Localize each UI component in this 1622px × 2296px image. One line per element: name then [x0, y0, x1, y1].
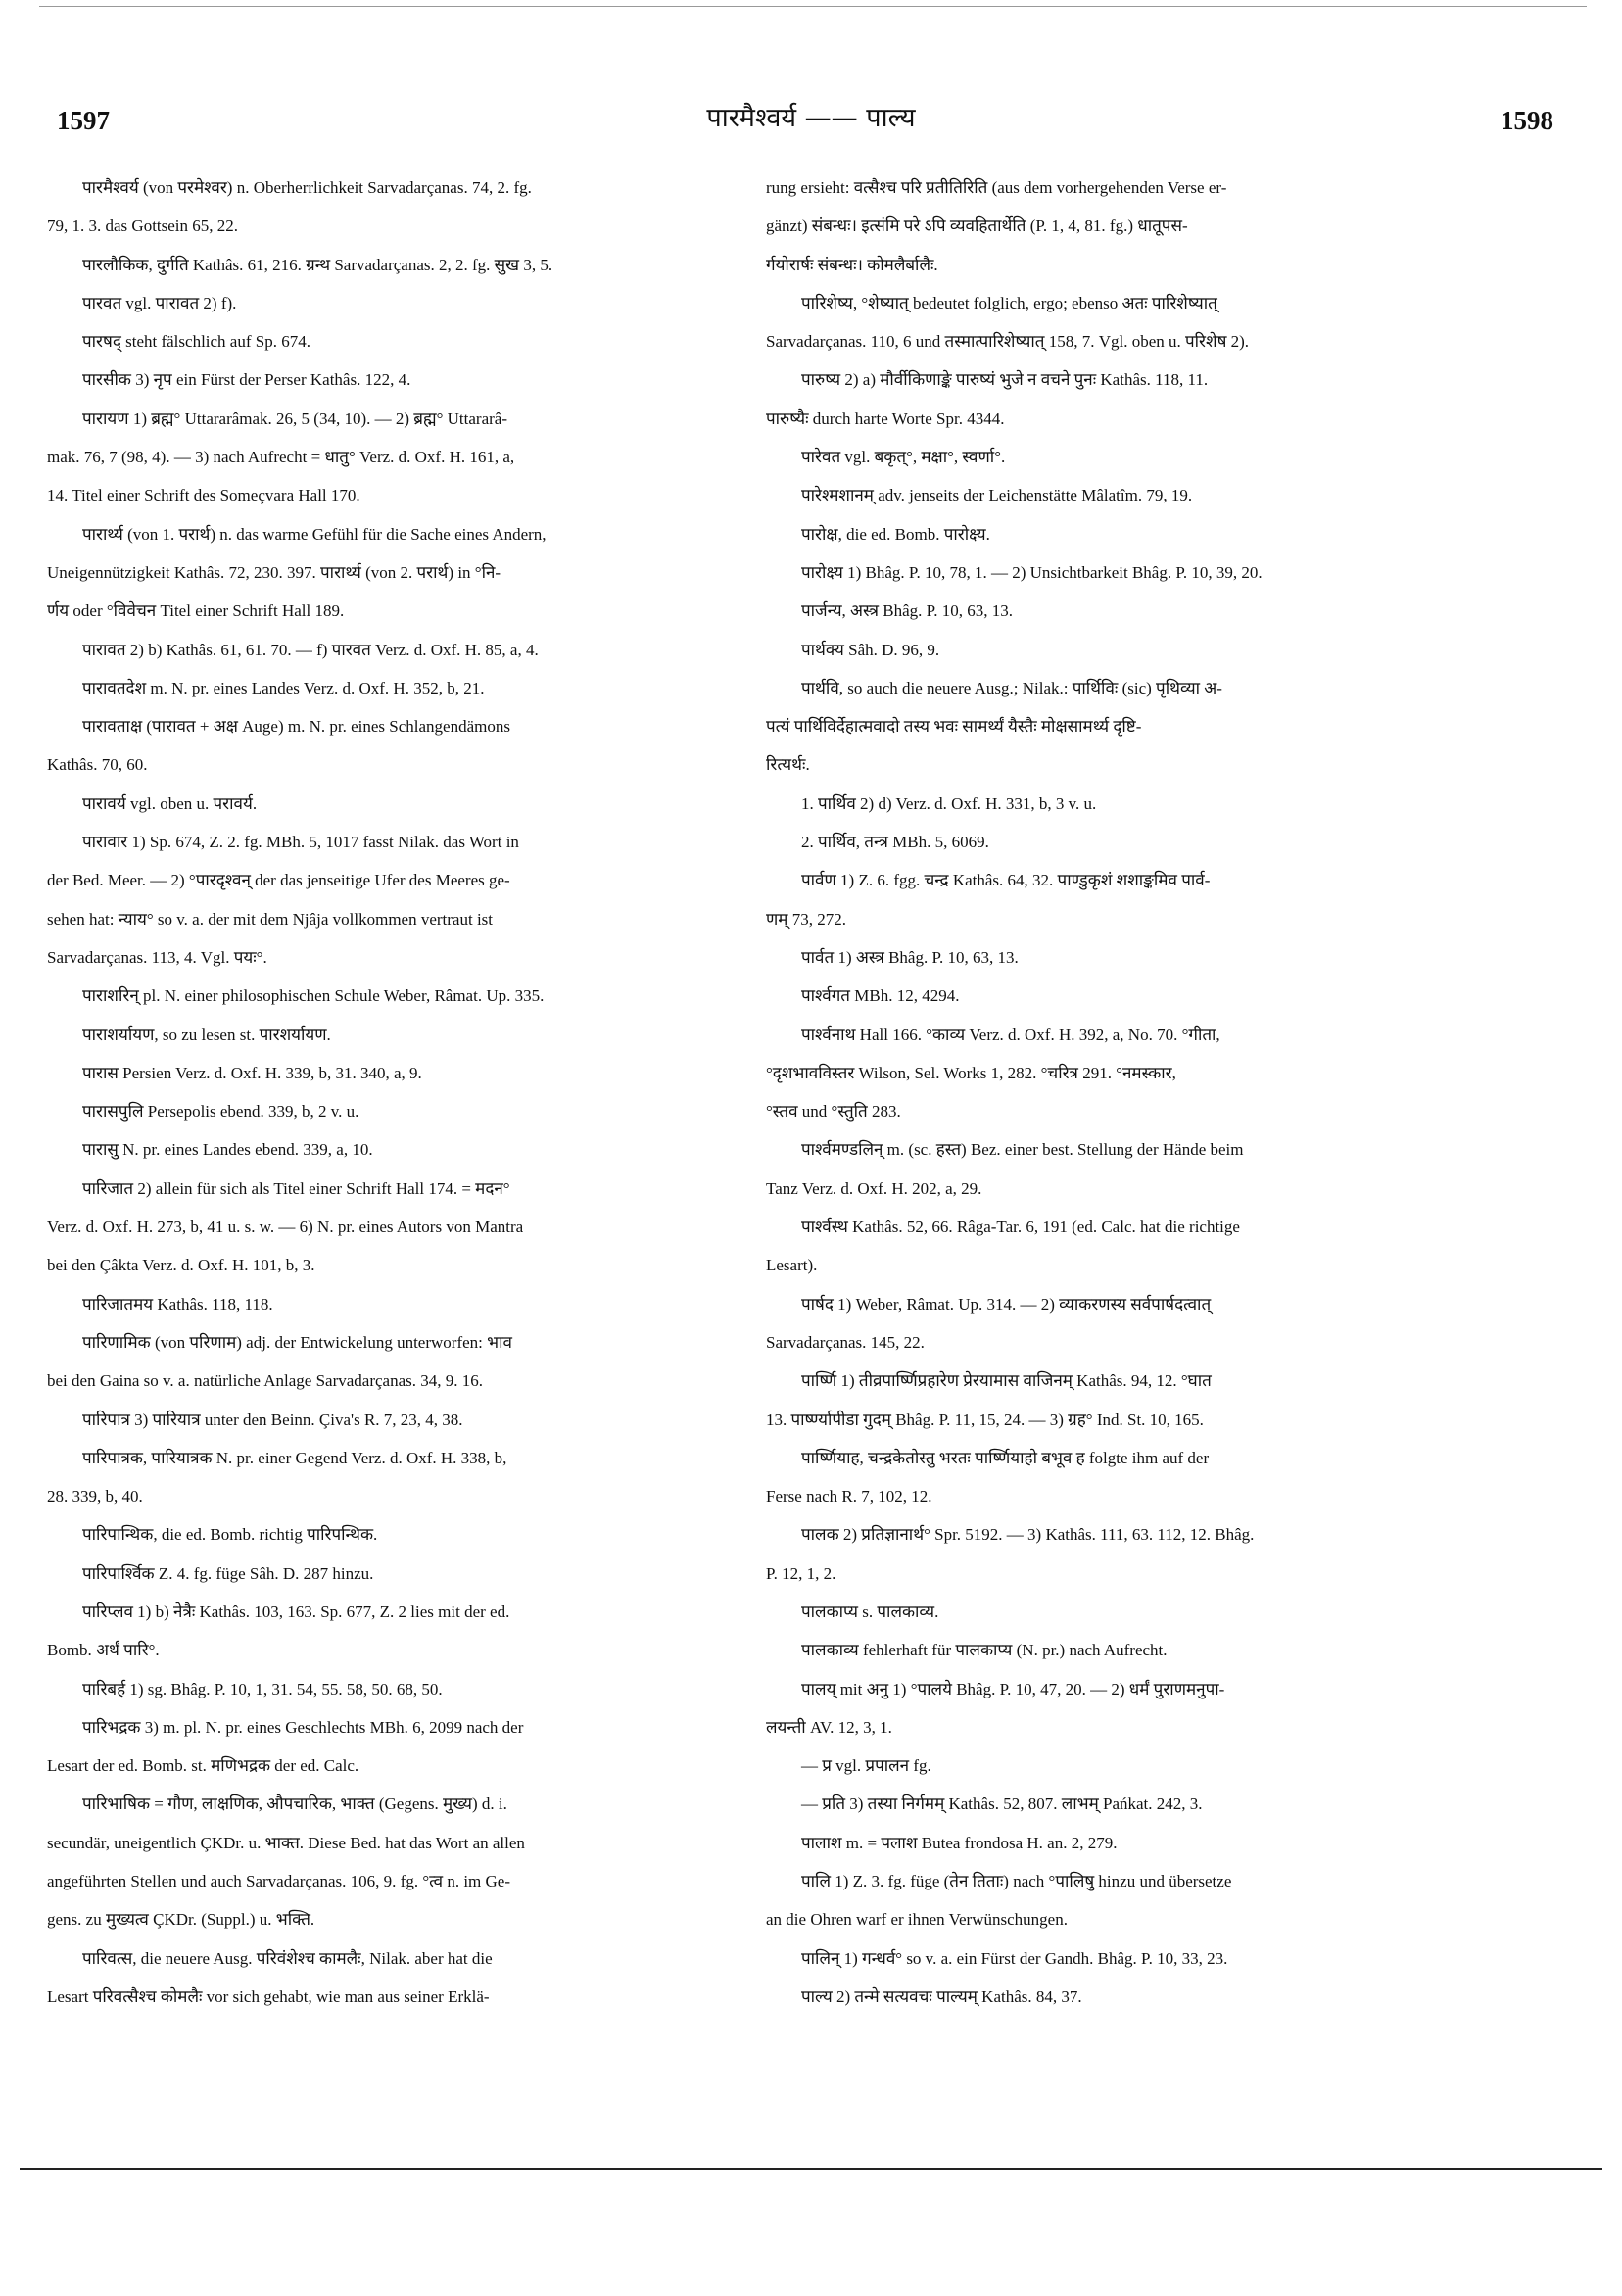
continuation-line: Lesart). [766, 1256, 818, 1275]
running-title: पारमैश्वर्य —— पाल्य [706, 103, 916, 133]
continuation-line: 14. Titel einer Schrift des Someçvara Hall 170. [47, 486, 360, 505]
entry-line: पारावत 2) b) Kathâs. 61, 61. 70. — f) पारवत Verz. d. Oxf. H. 85, a, 4. [82, 640, 539, 659]
entry-line: पारिपात्र 3) पारियात्र unter den Beinn. Çiva's R. 7, 23, 4, 38. [82, 1410, 463, 1429]
continuation-line: Sarvadarçanas. 113, 4. Vgl. पयः°. [47, 947, 267, 967]
entry-line: पालिन् 1) गन्धर्व° so v. a. ein Fürst der Gandh. Bhâg. P. 10, 33, 23. [801, 1948, 1228, 1968]
entry-line: पार्श्वमण्डलिन् m. (sc. हस्त) Bez. einer best. Stellung der Hände beim [801, 1140, 1244, 1160]
entry-line: 2. पार्थिव, तन्त्र MBh. 5, 6069. [801, 833, 989, 852]
entry-line: पारावर्य vgl. oben u. परावर्य. [82, 793, 258, 813]
entry-line: — प्रति 3) तस्या निर्गमम् Kathâs. 52, 807. लाभम् Pańkat. 242, 3. [801, 1794, 1203, 1814]
entry-line: पार्श्वगत MBh. 12, 4294. [801, 986, 960, 1006]
entry-line: पारेवत vgl. बकृत्°, मक्षा°, स्वर्णा°. [801, 448, 1006, 467]
entry-line: पालय् mit अनु 1) °पालये Bhâg. P. 10, 47, 20. — 2) धर्मं पुराणमनुपा- [801, 1679, 1225, 1698]
continuation-line: Verz. d. Oxf. H. 273, b, 41 u. s. w. — 6) N. pr. eines Autors von Mantra [47, 1218, 524, 1237]
continuation-line: पत्यं पार्थिविर्देहात्मवादो तस्य भवः सामर्थ्यं यैस्तैः मोक्षसामर्थ्य दृष्टि- [766, 717, 1142, 737]
entry-line: पारेश्मशानम् adv. jenseits der Leichenstätte Mâlatîm. 79, 19. [801, 486, 1193, 505]
continuation-line: P. 12, 1, 2. [766, 1563, 836, 1583]
bottom-rule [20, 2168, 1602, 2170]
entry-line: पालक 2) प्रतिज्ञानार्थ° Spr. 5192. — 3) Kathâs. 111, 63. 112, 12. Bhâg. [801, 1525, 1255, 1545]
page-number-left: 1597 [57, 106, 110, 135]
top-edge-line [39, 6, 1587, 7]
continuation-line: Tanz Verz. d. Oxf. H. 202, a, 29. [766, 1178, 982, 1198]
entry-line: पार्वत 1) अस्त्र Bhâg. P. 10, 63, 13. [801, 947, 1019, 967]
entry-line: पारासपुलि Persepolis ebend. 339, b, 2 v. u. [82, 1102, 359, 1122]
continuation-line: angeführten Stellen und auch Sarvadarçanas. 106, 9. fg. °त्व n. im Ge- [47, 1872, 510, 1891]
continuation-line: 13. पार्ष्ण्यापीडा गुदम् Bhâg. P. 11, 15, 24. — 3) ग्रह° Ind. St. 10, 165. [766, 1410, 1204, 1429]
entry-line: पारावतदेश m. N. pr. eines Landes Verz. d. Oxf. H. 352, b, 21. [82, 678, 485, 697]
entry-line: पारोक्ष, die ed. Bomb. पारोक्ष्य. [801, 524, 990, 544]
entry-line: पाराशर्यायण, so zu lesen st. पारशर्यायण. [82, 1025, 331, 1044]
entry-line: पारिपान्थिक, die ed. Bomb. richtig पारिपन्थिक. [82, 1525, 378, 1545]
left-column [47, 168, 727, 2016]
entry-line: पारसीक 3) नृप ein Fürst der Perser Kathâs. 122, 4. [82, 370, 411, 390]
entry-line: पारिपात्रक, पारियात्रक N. pr. einer Gegend Verz. d. Oxf. H. 338, b, [82, 1448, 507, 1467]
entry-line: पालकाप्य s. पालकाव्य. [801, 1602, 939, 1621]
continuation-line: der Bed. Meer. — 2) °पारदृश्वन् der das jenseitige Ufer des Meeres ge- [47, 871, 510, 890]
entry-line: पारायण 1) ब्रह्म° Uttararâmak. 26, 5 (34, 10). — 2) ब्रह्म° Uttararâ- [82, 408, 507, 428]
entry-line: पार्श्वस्थ Kathâs. 52, 66. Râga-Tar. 6, 191 (ed. Calc. hat die richtige [801, 1218, 1240, 1237]
continuation-line: bei den Gaina so v. a. natürliche Anlage Sarvadarçanas. 34, 9. 16. [47, 1371, 483, 1391]
continuation-line: rung ersieht: वत्सैश्च परि प्रतीतिरिति (aus dem vorhergehenden Verse er- [766, 178, 1227, 197]
entry-line: पारार्थ्य (von 1. परार्थ) n. das warme Gefühl für die Sache eines Andern, [82, 524, 547, 544]
entry-line: पारावताक्ष (पारावत + अक्ष Auge) m. N. pr. eines Schlangendämons [82, 717, 510, 737]
entry-line: पारिभद्रक 3) m. pl. N. pr. eines Geschlechts MBh. 6, 2099 nach der [82, 1717, 524, 1737]
continuation-line: sehen hat: न्याय° so v. a. der mit dem Njâja vollkommen vertraut ist [47, 909, 494, 929]
continuation-line: °स्तव und °स्तुति 283. [766, 1102, 901, 1122]
entry-line: पारुष्य 2) a) मौर्वीकिणाङ्के पारुष्यं भुजे न वचने पुनः Kathâs. 118, 11. [801, 370, 1209, 390]
continuation-line: Sarvadarçanas. 145, 22. [766, 1332, 925, 1352]
entry-line: पारिबर्ह 1) sg. Bhâg. P. 10, 1, 31. 54, 55. 58, 50. 68, 50. [82, 1679, 443, 1698]
entry-line: पार्ष्णियाह, चन्द्रकेतोस्तु भरतः पार्ष्णियाहो बभूव ह folgte ihm auf der [801, 1448, 1210, 1467]
entry-line: पारिजातमय Kathâs. 118, 118. [82, 1294, 273, 1314]
entry-line: पारिपार्श्विक Z. 4. fg. füge Sâh. D. 287 hinzu. [82, 1563, 374, 1583]
entry-line: पालि 1) Z. 3. fg. füge (तेन तिताः) nach °पालिषु hinzu und übersetze [801, 1872, 1232, 1891]
page-number-right: 1598 [1501, 106, 1553, 135]
page-header [0, 98, 1622, 147]
continuation-line: Sarvadarçanas. 110, 6 und तस्मात्पारिशेष्यात् 158, 7. Vgl. oben u. परिशेष 2). [766, 332, 1250, 352]
entry-line: 1. पार्थिव 2) d) Verz. d. Oxf. H. 331, b, 3 v. u. [801, 793, 1097, 813]
continuation-line: लयन्ती AV. 12, 3, 1. [766, 1717, 892, 1737]
continuation-line: Ferse nach R. 7, 102, 12. [766, 1487, 932, 1507]
entry-line: पारलौकिक, दुर्गति Kathâs. 61, 216. ग्रन्थ Sarvadarçanas. 2, 2. fg. सुख 3, 5. [82, 255, 553, 274]
entry-line: पाल्य 2) तन्मे सत्यवचः पाल्यम् Kathâs. 84, 37. [801, 1986, 1082, 2006]
continuation-line: 79, 1. 3. das Gottsein 65, 22. [47, 216, 239, 236]
continuation-line: gens. zu मुख्यत्व ÇKDr. (Suppl.) u. भक्ति. [47, 1910, 315, 1930]
entry-line: पार्जन्य, अस्त्र Bhâg. P. 10, 63, 13. [801, 601, 1013, 621]
continuation-line: णम् 73, 272. [766, 909, 846, 929]
entry-line: पार्ष्णि 1) तीव्रपार्ष्णिप्रहारेण प्रेरयामास वाजिनम् Kathâs. 94, 12. °घात [801, 1371, 1212, 1391]
entry-line: पारासु N. pr. eines Landes ebend. 339, a, 10. [82, 1140, 373, 1160]
right-column [766, 168, 1424, 2016]
continuation-line: र्णय oder °विवेचन Titel einer Schrift Hall 189. [47, 601, 345, 621]
continuation-line: Lesart परिवत्सैश्च कोमलैः vor sich gehabt, wie man aus seiner Erklä- [47, 1986, 490, 2006]
entry-line: पालकाव्य fehlerhaft für पालकाप्य (N. pr.) nach Aufrecht. [801, 1641, 1168, 1660]
entry-line: पार्श्वनाथ Hall 166. °काव्य Verz. d. Oxf. H. 392, a, No. 70. °गीता, [801, 1025, 1220, 1044]
entry-line: पारास Persien Verz. d. Oxf. H. 339, b, 31. 340, a, 9. [82, 1063, 422, 1082]
continuation-line: रित्यर्थः. [766, 755, 810, 775]
entry-line: पार्षद 1) Weber, Râmat. Up. 314. — 2) व्याकरणस्य सर्वपार्षदत्वात् [801, 1294, 1212, 1314]
entry-line: पारवत vgl. पारावत 2) f). [82, 293, 237, 312]
entry-line: पारिभाषिक = गौण, लाक्षणिक, औपचारिक, भाक्त (Gegens. मुख्य) d. i. [82, 1794, 507, 1814]
continuation-line: Kathâs. 70, 60. [47, 755, 148, 775]
entry-line: पार्थक्य Sâh. D. 96, 9. [801, 640, 940, 659]
entry-line: पारषद् steht fälschlich auf Sp. 674. [82, 332, 310, 352]
continuation-line: 28. 339, b, 40. [47, 1487, 143, 1507]
continuation-line: र्गयोरार्षः संबन्धः। कोमलैर्बालैः. [766, 255, 938, 274]
continuation-line: Uneigennützigkeit Kathâs. 72, 230. 397. पारार्थ्य (von 2. परार्थ) in °नि- [47, 562, 501, 582]
entry-line: पारोक्ष्य 1) Bhâg. P. 10, 78, 1. — 2) Unsichtbarkeit Bhâg. P. 10, 39, 20. [801, 562, 1263, 582]
entry-line: पारमैश्वर्य (von परमेश्वर) n. Oberherrlichkeit Sarvadarçanas. 74, 2. fg. [82, 178, 532, 197]
entry-line: पारिणामिक (von परिणाम) adj. der Entwickelung unterworfen: भाव [82, 1332, 512, 1352]
entry-line: पाराशरिन् pl. N. einer philosophischen Schule Weber, Râmat. Up. 335. [82, 986, 545, 1006]
entry-line: पार्वण 1) Z. 6. fgg. चन्द्र Kathâs. 64, 32. पाण्डुकृशं शशाङ्कमिव पार्व- [801, 871, 1211, 890]
continuation-line: secundär, uneigentlich ÇKDr. u. भाक्त. Diese Bed. hat das Wort an allen [47, 1833, 525, 1852]
entry-line: पारिप्लव 1) b) नेत्रैः Kathâs. 103, 163. Sp. 677, Z. 2 lies mit der ed. [82, 1602, 510, 1621]
entry-line: — प्र vgl. प्रपालन fg. [801, 1756, 931, 1776]
continuation-line: an die Ohren warf er ihnen Verwünschungen. [766, 1910, 1068, 1930]
entry-line: पारिवत्स, die neuere Ausg. परिवंशेश्च कामलैः, Nilak. aber hat die [82, 1948, 493, 1968]
entry-line: पारिजात 2) allein für sich als Titel einer Schrift Hall 174. = मदन° [82, 1178, 510, 1198]
entry-line: पारिशेष्य, °शेष्यात् bedeutet folglich, ergo; ebenso अतः पारिशेष्यात् [801, 293, 1217, 312]
entry-line: पालाश m. = पलाश Butea frondosa H. an. 2, 279. [801, 1833, 1118, 1852]
continuation-line: bei den Çâkta Verz. d. Oxf. H. 101, b, 3. [47, 1256, 315, 1275]
continuation-line: mak. 76, 7 (98, 4). — 3) nach Aufrecht = धातु° Verz. d. Oxf. H. 161, a, [47, 448, 515, 467]
continuation-line: °दृशभावविस्तर Wilson, Sel. Works 1, 282. °चरित्र 291. °नमस्कार, [766, 1063, 1176, 1082]
continuation-line: Lesart der ed. Bomb. st. मणिभद्रक der ed. Calc. [47, 1756, 359, 1776]
entry-line: पारावार 1) Sp. 674, Z. 2. fg. MBh. 5, 1017 fasst Nilak. das Wort in [82, 833, 519, 852]
continuation-line: पारुष्यैः durch harte Worte Spr. 4344. [766, 408, 1005, 428]
entry-line: पार्थवि, so auch die neuere Ausg.; Nilak.: पार्थिविः (sic) पृथिव्या अ- [801, 678, 1222, 697]
continuation-line: Bomb. अर्थं पारि°. [47, 1641, 160, 1660]
continuation-line: gänzt) संबन्धः। इत्संमि परे ऽपि व्यवहितार्थेति (P. 1, 4, 81. fg.) धातूपस- [766, 216, 1188, 236]
